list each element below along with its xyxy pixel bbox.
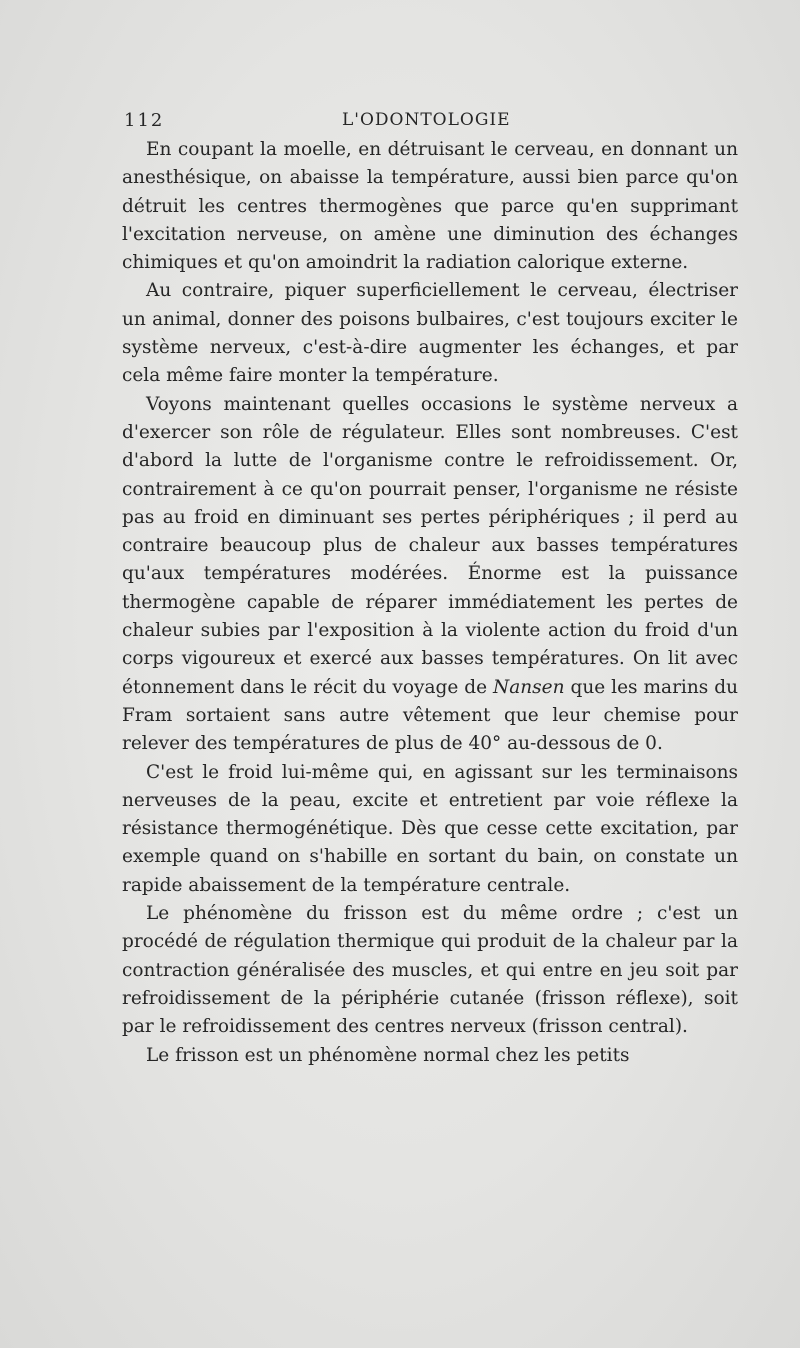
paragraph-1: En coupant la moelle, en détruisant le cerveau, en donnant un anesthésique, on abaisse la température, aussi bien parce qu'on détruit les centres thermogènes que parce qu'en supprimant l'excitation nerveuse, on amène une diminution des échanges chimiques et qu'on amoindrit la radiation calorique externe. xyxy=(122,139,738,274)
paragraph-2: Au contraire, piquer superficiellement le cerveau, électriser un animal, donner des poisons bulbaires, c'est toujours exciter le système nerveux, c'est-à-dire augmenter les échanges, et par cela même faire monter la température. xyxy=(122,280,738,387)
page-number: 112 xyxy=(124,110,165,131)
italic-name-nansen: Nansen xyxy=(493,676,565,698)
running-title: L'ODONTOLOGIE xyxy=(342,110,511,130)
paragraph-3-part-2: que les marins du Fram sortaient sans autre vêtement que leur chemise pour relever des températures de plus de 40° au-dessous de 0. xyxy=(122,676,738,755)
paragraph-4: C'est le froid lui-même qui, en agissant sur les terminaisons nerveuses de la peau, excite et entretient par voie réflexe la résistance thermogénétique. Dès que cesse cette excitation, par exemple quand on s'habille en sortant du bain, on constate un rapide abaissement de la température centrale. xyxy=(122,761,738,896)
book-page xyxy=(122,106,738,1070)
paragraph-5: Le phénomène du frisson est du même ordre ; c'est un procédé de régulation thermique qui produit de la chaleur par la contraction généralisée des muscles, et qui entre en jeu soit par refroidissement de la périphérie cutanée (frisson réflexe), soit par le refroidissement des centres nerveux (frisson central). xyxy=(122,903,738,1038)
paragraph-3-part-1: Voyons maintenant quelles occasions le système nerveux a d'exercer son rôle de régulateur. Elles sont nombreuses. C'est d'abord la lutte de l'organisme contre le refroidissement. Or, contrairement à ce qu'on pourrait penser, l'organisme ne résiste pas au froid en diminuant ses pertes périphériques ; il perd au contraire beaucoup plus de chaleur aux basses températures qu'aux températures modérées. Énorme est la puissance thermogène capable de réparer immédiatement les pertes de chaleur subies par l'exposition à la violente action du froid d'un corps vigoureux et exercé aux basses températures. On lit avec étonnement dans le récit du voyage de xyxy=(122,393,738,698)
paragraph-6: Le frisson est un phénomène normal chez les petits xyxy=(146,1044,630,1066)
paragraph-3 xyxy=(122,391,738,759)
running-head xyxy=(122,106,738,136)
body-text xyxy=(122,136,738,1070)
